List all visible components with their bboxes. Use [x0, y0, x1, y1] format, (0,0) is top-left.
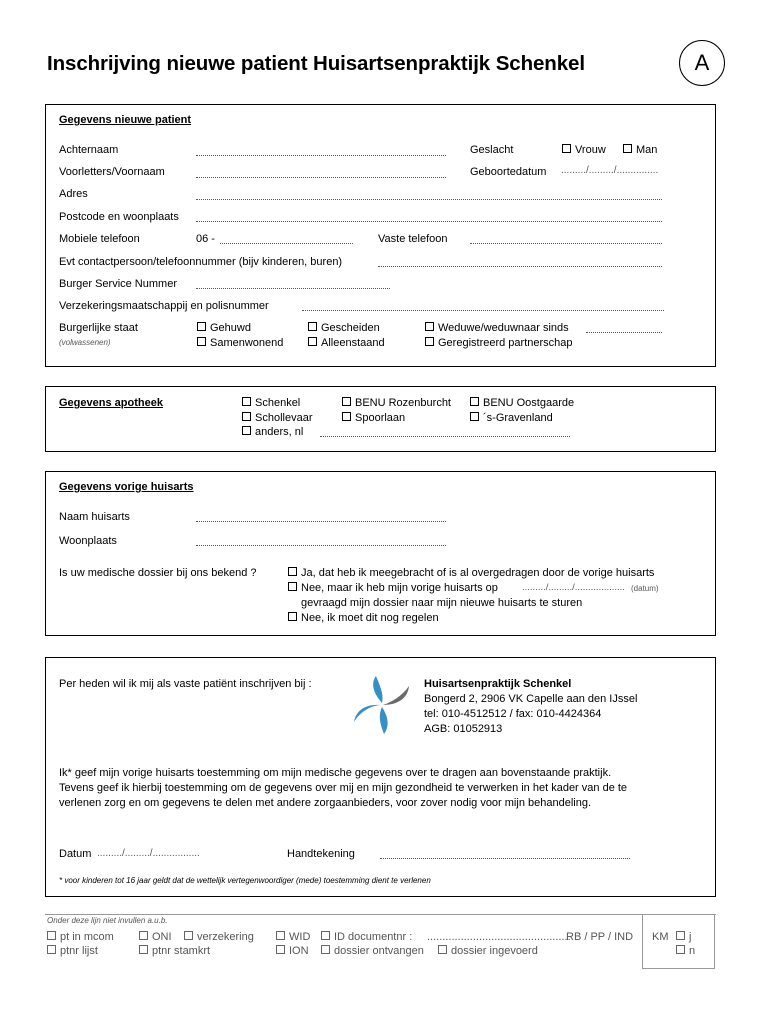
postcode-field[interactable] — [196, 221, 662, 222]
weduwe-label: Weduwe/weduwnaar sinds — [438, 322, 569, 334]
dossier-datum-note: (datum) — [631, 584, 659, 593]
admin-dossier-ingevoerd[interactable] — [438, 945, 538, 957]
volwassenen-note: (volwassenen) — [59, 338, 111, 347]
handtekening-field[interactable] — [380, 858, 630, 859]
schollevaar-checkbox[interactable] — [242, 412, 251, 421]
datum-field[interactable]: ........./........./................. — [97, 848, 200, 859]
man-option[interactable] — [623, 144, 657, 156]
admin-divider — [45, 914, 716, 915]
vrouw-checkbox[interactable] — [562, 144, 571, 153]
vorige-woonplaats-field[interactable] — [196, 545, 446, 546]
handtekening-label: Handtekening — [287, 848, 355, 860]
ptnr-lijst-label: ptnr lijst — [60, 945, 98, 957]
logo-petal-left — [354, 705, 380, 722]
dossier-date-field[interactable]: ........./........./................... — [522, 582, 625, 593]
admin-pt-in-mcom[interactable] — [47, 931, 114, 943]
bsn-label: Burger Service Nummer — [59, 278, 177, 290]
dossier-nee-gevraagd-label: Nee, maar ik heb mijn vorige huisarts op — [301, 582, 498, 594]
ptnr-stamkrt-label: ptnr stamkrt — [152, 945, 211, 957]
dossier-vraag: Is uw medische dossier bij ons bekend ? — [59, 567, 257, 579]
bsn-field[interactable] — [196, 288, 390, 289]
admin-wid[interactable] — [276, 931, 310, 943]
dossier-opt-nee-regelen[interactable] — [288, 612, 439, 624]
naam-huisarts-label: Naam huisarts — [59, 511, 130, 523]
burgerlijke-staat-label: Burgerlijke staat — [59, 322, 138, 334]
vast-label: Vaste telefoon — [378, 233, 448, 245]
praktijk-logo-icon — [352, 672, 412, 738]
staat-weduwe[interactable] — [425, 322, 569, 334]
geboortedatum-label: Geboortedatum — [470, 166, 547, 178]
toestemming-line-3: verlenen zorg en om gegevens te delen met andere zorgaanbieders, voor zover nodig voor mijn behandeling. — [59, 797, 592, 809]
apotheek-gravenland[interactable] — [470, 412, 553, 424]
id-doc-label: ID documentnr : — [334, 931, 413, 943]
weduwe-checkbox[interactable] — [425, 322, 434, 331]
naam-huisarts-field[interactable] — [196, 521, 446, 522]
gescheiden-checkbox[interactable] — [308, 322, 317, 331]
praktijk-adres: Bongerd 2, 2906 VK Capelle aan den IJssel — [424, 693, 638, 705]
man-label: Man — [636, 144, 658, 156]
admin-dossier-ontvangen[interactable] — [321, 945, 424, 957]
samenwonend-label: Samenwonend — [210, 337, 284, 349]
wid-checkbox[interactable] — [276, 931, 285, 940]
adres-field[interactable] — [196, 199, 662, 200]
ptnr-lijst-checkbox[interactable] — [47, 945, 56, 954]
id-doc-checkbox[interactable] — [321, 931, 330, 940]
praktijk-naam: Huisartsenpraktijk Schenkel — [424, 678, 572, 690]
patient-section-heading: Gegevens nieuwe patient — [59, 114, 192, 126]
ptnr-stamkrt-checkbox[interactable] — [139, 945, 148, 954]
dossier-ontvangen-label: dossier ontvangen — [334, 945, 424, 957]
apotheek-benu-oostgaarde[interactable] — [470, 397, 574, 409]
verzekering-label: verzekering — [197, 931, 254, 943]
staat-gescheiden[interactable] — [308, 322, 380, 334]
alleenstaand-checkbox[interactable] — [308, 337, 317, 346]
staat-alleenstaand[interactable] — [308, 337, 385, 349]
verzekering-checkbox[interactable] — [184, 931, 193, 940]
vorige-woonplaats-label: Woonplaats — [59, 535, 117, 547]
admin-km-j[interactable] — [676, 931, 691, 943]
oni-label: ONI — [152, 931, 172, 943]
inschrijving-intro: Per heden wil ik mij als vaste patiënt inschrijven bij : — [59, 678, 312, 690]
voorletters-field[interactable] — [196, 177, 446, 178]
adres-label: Adres — [59, 188, 88, 200]
benu-oostgaarde-label: BENU Oostgaarde — [483, 397, 575, 409]
anders-checkbox[interactable] — [242, 426, 251, 435]
benu-rozenburcht-label: BENU Rozenburcht — [355, 397, 451, 409]
spoorlaan-label: Spoorlaan — [355, 412, 406, 424]
verzekering-label: Verzekeringsmaatschappij en polisnummer — [59, 300, 269, 312]
logo-petal-bottom — [380, 707, 388, 734]
staat-samenwonend[interactable] — [197, 337, 283, 349]
contact-label: Evt contactpersoon/telefoonnummer (bijv kinderen, buren) — [59, 256, 343, 268]
pt-in-mcom-label: pt in mcom — [60, 931, 114, 943]
gravenland-label: ´s-Gravenland — [483, 412, 553, 424]
dossier-opt-ja[interactable] — [288, 567, 654, 579]
apotheek-spoorlaan[interactable] — [342, 412, 405, 424]
dossier-ja-label: Ja, dat heb ik meegebracht of is al overgedragen door de vorige huisarts — [301, 567, 655, 579]
alleenstaand-label: Alleenstaand — [321, 337, 385, 349]
toestemming-line-1: Ik* geef mijn vorige huisarts toestemming om mijn medische gegevens over te dragen aan bovenstaande praktijk. — [59, 767, 612, 779]
verzekering-field[interactable] — [302, 310, 664, 311]
vast-field[interactable] — [470, 243, 662, 244]
admin-ptnr-lijst[interactable] — [47, 945, 98, 957]
admin-note: Onder deze lijn niet invullen a.u.b. — [47, 916, 168, 925]
samenwonend-checkbox[interactable] — [197, 337, 206, 346]
datum-label: Datum — [59, 848, 92, 860]
km-j-label: j — [689, 931, 692, 943]
admin-km-n[interactable] — [676, 945, 695, 957]
schenkel-label: Schenkel — [255, 397, 301, 409]
man-checkbox[interactable] — [623, 144, 632, 153]
apotheek-schenkel[interactable] — [242, 397, 300, 409]
ion-checkbox[interactable] — [276, 945, 285, 954]
vorige-section-heading: Gegevens vorige huisarts — [59, 481, 194, 493]
partnerschap-label: Geregistreerd partnerschap — [438, 337, 573, 349]
praktijk-tel: tel: 010-4512512 / fax: 010-4424364 — [424, 708, 602, 720]
pt-in-mcom-checkbox[interactable] — [47, 931, 56, 940]
km-j-checkbox[interactable] — [676, 931, 685, 940]
mobiel-prefix: 06 - — [196, 233, 215, 245]
toestemming-line-2: Tevens geef ik hierbij toestemming om de gegevens over mij en mijn gezondheid te verwerken in het kader van de te — [59, 782, 628, 794]
kinderen-voetnoot: * voor kinderen tot 16 jaar geldt dat de wettelijk vertegenwoordiger (mede) toestemming dient te verlenen — [59, 876, 431, 885]
apotheek-section-heading: Gegevens apotheek — [59, 397, 163, 409]
vrouw-option[interactable] — [562, 144, 606, 156]
dossier-opt-nee-gevraagd[interactable] — [288, 582, 498, 594]
admin-id-dots[interactable]: ............................................... — [427, 931, 571, 943]
mobiel-field[interactable] — [220, 243, 353, 244]
dossier-regelen-checkbox[interactable] — [288, 612, 297, 621]
logo-petal-right — [383, 686, 409, 705]
staat-partnerschap[interactable] — [425, 337, 573, 349]
dossier-ingevoerd-label: dossier ingevoerd — [451, 945, 538, 957]
admin-km: KM — [652, 931, 669, 943]
schenkel-checkbox[interactable] — [242, 397, 251, 406]
partnerschap-checkbox[interactable] — [425, 337, 434, 346]
admin-rb: RB / PP / IND — [566, 931, 634, 943]
dossier-ingevoerd-checkbox[interactable] — [438, 945, 447, 954]
praktijk-agb: AGB: 01052913 — [424, 723, 503, 735]
admin-oni[interactable] — [139, 931, 172, 943]
gehuwd-label: Gehuwd — [210, 322, 251, 334]
km-n-checkbox[interactable] — [676, 945, 685, 954]
achternaam-field[interactable] — [196, 155, 446, 156]
dossier-ontvangen-checkbox[interactable] — [321, 945, 330, 954]
admin-ptnr-stamkrt[interactable] — [139, 945, 210, 957]
anders-label: anders, nl — [255, 426, 304, 438]
geslacht-label: Geslacht — [470, 144, 514, 156]
wid-label: WID — [289, 931, 311, 943]
voorletters-label: Voorletters/Voornaam — [59, 166, 165, 178]
spoorlaan-checkbox[interactable] — [342, 412, 351, 421]
benu-rozenburcht-checkbox[interactable] — [342, 397, 351, 406]
achternaam-label: Achternaam — [59, 144, 119, 156]
apotheek-anders[interactable] — [242, 426, 303, 438]
benu-oostgaarde-checkbox[interactable] — [470, 397, 479, 406]
admin-verzekering[interactable] — [184, 931, 254, 943]
admin-id-doc[interactable] — [321, 931, 412, 943]
page-title: Inschrijving nieuwe patient Huisartsenpraktijk Schenkel — [47, 52, 585, 75]
oni-checkbox[interactable] — [139, 931, 148, 940]
logo-petal-top — [373, 676, 382, 703]
admin-ion[interactable] — [276, 945, 309, 957]
staat-gehuwd[interactable] — [197, 322, 251, 334]
postcode-label: Postcode en woonplaats — [59, 211, 179, 223]
gescheiden-label: Gescheiden — [321, 322, 380, 334]
anders-field[interactable] — [320, 436, 570, 437]
contact-field[interactable] — [378, 266, 662, 267]
dossier-nee-gevraagd-checkbox[interactable] — [288, 582, 297, 591]
gravenland-checkbox[interactable] — [470, 412, 479, 421]
gehuwd-checkbox[interactable] — [197, 322, 206, 331]
apotheek-benu-rozenburcht[interactable] — [342, 397, 451, 409]
km-n-label: n — [689, 945, 696, 957]
weduwe-sinds-field[interactable] — [586, 332, 662, 333]
dossier-opt-nee-cont: gevraagd mijn dossier naar mijn nieuwe huisarts te sturen — [301, 597, 583, 609]
mobiel-label: Mobiele telefoon — [59, 233, 140, 245]
apotheek-schollevaar[interactable] — [242, 412, 312, 424]
vrouw-label: Vrouw — [575, 144, 606, 156]
dossier-regelen-label: Nee, ik moet dit nog regelen — [301, 612, 439, 624]
schollevaar-label: Schollevaar — [255, 412, 313, 424]
geboortedatum-field[interactable]: ........./........./............... — [561, 165, 659, 176]
form-letter-badge: A — [679, 40, 725, 86]
dossier-ja-checkbox[interactable] — [288, 567, 297, 576]
ion-label: ION — [289, 945, 309, 957]
